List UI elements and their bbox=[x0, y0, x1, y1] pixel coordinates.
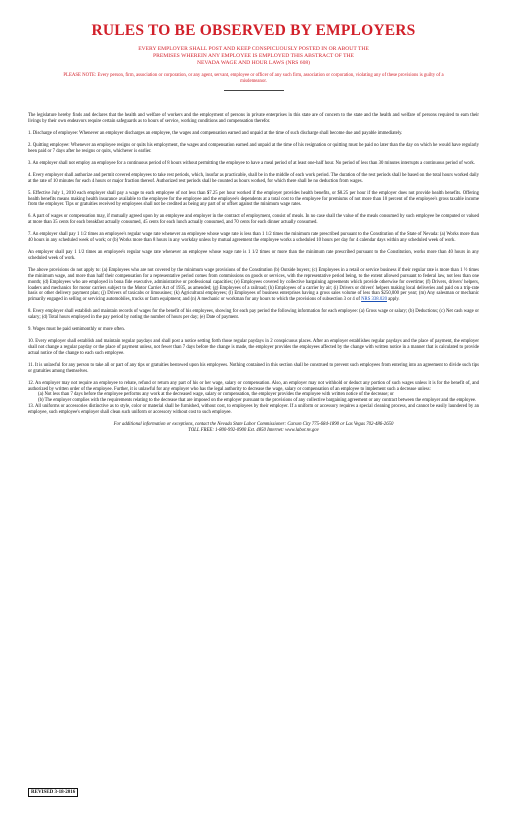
contact-info bbox=[28, 422, 479, 434]
rule-12: 12. An employer may not require an employee to rebate, refund or return any part of his or her wage, salary or compensation. Also, an employer may not withhold or deduct any portion of such wages unless it is for the benefit of, and authorized by written order of the employee. Further, it is unlawful for any employer who has the legal authority to decrease the wage, salary or compensation of an employee to implement such a decrease unless: bbox=[28, 380, 479, 392]
rule-7: 7. An employer shall pay 1 1/2 times an employee's regular wage rate whenever an employee whose wage rate is less than 1 1/2 times the minimum rate prescribed pursuant to the Constitution of the State of Nevada: (a) Works more than 40 hours in any scheduled week of work; or (b) Works more than 8 hours in any workday unless by mutual agreement the employee works a scheduled 10 hours per day for 4 calendar days within any scheduled week of work. bbox=[28, 232, 479, 244]
contact-line: For additional information or exceptions, contact the Nevada State Labor Commissioner: Carson City 775-684-1890 or Las Vegas 702-486-2650 bbox=[113, 422, 394, 428]
rule-2: 2. Quitting employee: Whenever an employee resigns or quits his employment, the wages and compensation earned and unpaid at the time of his resignation or quitting must be paid no later than the day on which he would have regularly been paid or 7 days after he resigns or quits, whichever is earlier. bbox=[28, 142, 479, 154]
rule-4: 4. Every employer shall authorize and permit covered employees to take rest periods, which, insofar as practicable, shall be in the middle of each work period. The duration of the rest periods shall be based on the total hours worked daily at the rate of 10 minutes for each 4 hours or major fraction thereof. Authorized rest periods shall be counted as hours worked, for which there shall be no deduction from wages. bbox=[28, 172, 479, 184]
rule-10: 10. Every employer shall establish and maintain regular paydays and shall post a notice setting forth those regular paydays in 2 conspicuous places. After an employer establishes regular paydays and the place of payment, the employer shall not change a regular payday or the place of payment unless, not fewer than 7 days before the change is made, the employer provides the employees affected by the change with written notice in a manner that is calculated to provide actual notice of the change to each such employee. bbox=[28, 339, 479, 356]
rule-7-exemptions bbox=[28, 268, 479, 303]
please-note: PLEASE NOTE: Every person, firm, association or corporation, or any agent, servant, employee or officer of any such firm, association or corporation, violating any of these provisions is guilty of a misdemeanor. bbox=[63, 73, 444, 84]
posting-notice bbox=[46, 46, 461, 67]
notice-line: NEVADA WAGE AND HOUR LAWS (NRS 608) bbox=[196, 60, 311, 66]
nrs-338-020-link[interactable]: NRS 338.020 bbox=[361, 297, 387, 303]
rule-6: 6. A part of wages or compensation may, if mutually agreed upon by an employee and employer in the contract of employment, consist of meals. In no case shall the value of the meals consumed by such employee be computed or valued at more than 35 cents for each breakfast actually consumed, 45 cents for each lunch actually consumed, and 70 cents for each dinner actually consumed. bbox=[28, 214, 479, 226]
rule-13: 13. All uniforms or accessories distinctive as to style, color or material shall be furnished, without cost, to employees by their employer. If a uniform or accessory requires a special cleaning process, and cannot be easily laundered by an employee, such employee's employer shall clean such uniform or accessory without cost to such employee. bbox=[28, 404, 479, 415]
notice-line: PREMISES WHEREIN ANY EMPLOYEE IS EMPLOYED THIS ABSTRACT OF THE bbox=[153, 53, 354, 59]
rule-7-overtime-high-wage: An employer shall pay 1 1/2 times an employee's regular wage rate whenever an employee whose wage rate is 1 1/2 times or more than the minimum rate prescribed pursuant to the Constitution, works more than 40 hours in any scheduled week of work. bbox=[28, 250, 479, 261]
rule-3: 3. An employer shall not employ an employee for a continuous period of 8 hours without permitting the employee to have a meal period of at least one-half hour. No period of less than 30 minutes interrupts a continuous period of work. bbox=[28, 160, 475, 166]
notice-line: EVERY EMPLOYER SHALL POST AND KEEP CONSPICUOUSLY POSTED IN OR ABOUT THE bbox=[138, 46, 369, 52]
rule-11: 11. It is unlawful for any person to take all or part of any tips or gratuities bestowed upon his employees. Nothing contained in this section shall be construed to prevent such employees from entering into an agreement to divide such tips or gratuities among themselves. bbox=[28, 362, 479, 374]
rule-12-b: (b) The employer complies with the requirements relating to the decrease that are imposed on the employer pursuant to the provisions of any collective bargaining agreement or any contract between the employer and the employee. bbox=[38, 398, 477, 404]
rule-12-a: (a) Not less than 7 days before the employee performs any work at the decreased wage, salary or compensation, the employer provides the employee with written notice of the decrease; or bbox=[38, 392, 394, 398]
rules-body bbox=[28, 113, 479, 416]
exemptions-end: apply. bbox=[386, 297, 400, 303]
rule-8: 8. Every employer shall establish and maintain records of wages for the benefit of his employees, showing for each pay period the following information for each employee: (a) Gross wage or salary; (b) Deductions; (c) Net cash wage or salary; (d) Total hours employed in the pay period by noting the number of hours per day; (e) Date of payment. bbox=[28, 309, 479, 321]
poster-title: RULES TO BE OBSERVED BY EMPLOYERS bbox=[91, 22, 416, 39]
rule-9: 9. Wages must be paid semimonthly or more often. bbox=[28, 327, 125, 333]
revised-date-badge: REVISED 3-18-2016 bbox=[28, 788, 78, 797]
rule-1: 1. Discharge of employee: Whenever an employer discharges an employee, the wages and compensation earned and unpaid at the time of such discharge shall become due and payable immediately. bbox=[28, 130, 403, 136]
rule-5: 5. Effective July 1, 2010 each employer shall pay a wage to each employee of not less than $7.25 per hour worked if the employer provides health benefits, or $8.25 per hour if the employer does not provide health benefits. Offering health benefits means making health insurance available to the employee for the employee and the employee's dependents at a total cost to the employee for premiums of not more than 10 percent of the employee's gross taxable income from the employer. Tips or gratuities received by employees shall not be credited as being any part of or offset against the minimum wage rates. bbox=[28, 190, 479, 208]
divider bbox=[224, 90, 284, 91]
contact-line: TOLL FREE: 1-800-992-0900 Ext. 4850 Internet: www.labor.nv.gov bbox=[188, 428, 319, 434]
intro-paragraph: The legislature hereby finds and declares that the health and welfare of workers and the employment of persons in private enterprises in this state are of concern to the state and the health and welfare of persons required to earn their livings by their own endeavors require certain safeguards as to hours of service, working conditions and compensation therefor. bbox=[28, 113, 479, 124]
exemptions-text: The above provisions do not apply to: (a) Employees who are not covered by the minimum wage provisions of the Constitution (b) Outside buyers; (c) Employees in a retail or service business if their regular rate is more than 1 ½ times the minimum wage, and more than half their compensation for a representative period comes from commissions on goods or services, with the representative period being, to the extent allowed pursuant to federal law, not less than one month; (d) Employees who are employed in bona fide executive, administrative or professional capacities; (e) Employees covered by collective bargaining agreements which provide otherwise for overtime; (f) Drivers, drivers' helpers, loaders and mechanics for motor carriers subject to the Motor Carrier Act of 1935, as amended; (g) Employees of a railroad; (h) Employees of a carrier by air; (i) Drivers or drivers' helpers making local deliveries and paid on a trip-rate basis or other delivery payment plan; (j) Drivers of taxicabs or limousines; (k) Agricultural employees; (l) Employees of business enterprises having a gross sales volume of less than $250,000 per year; (m) Any salesman or mechanic primarily engaged in selling or servicing automobiles, trucks or farm equipment; and (n) A mechanic or workman for any hours to which the provisions of subsection 3 or 4 of bbox=[28, 268, 479, 303]
